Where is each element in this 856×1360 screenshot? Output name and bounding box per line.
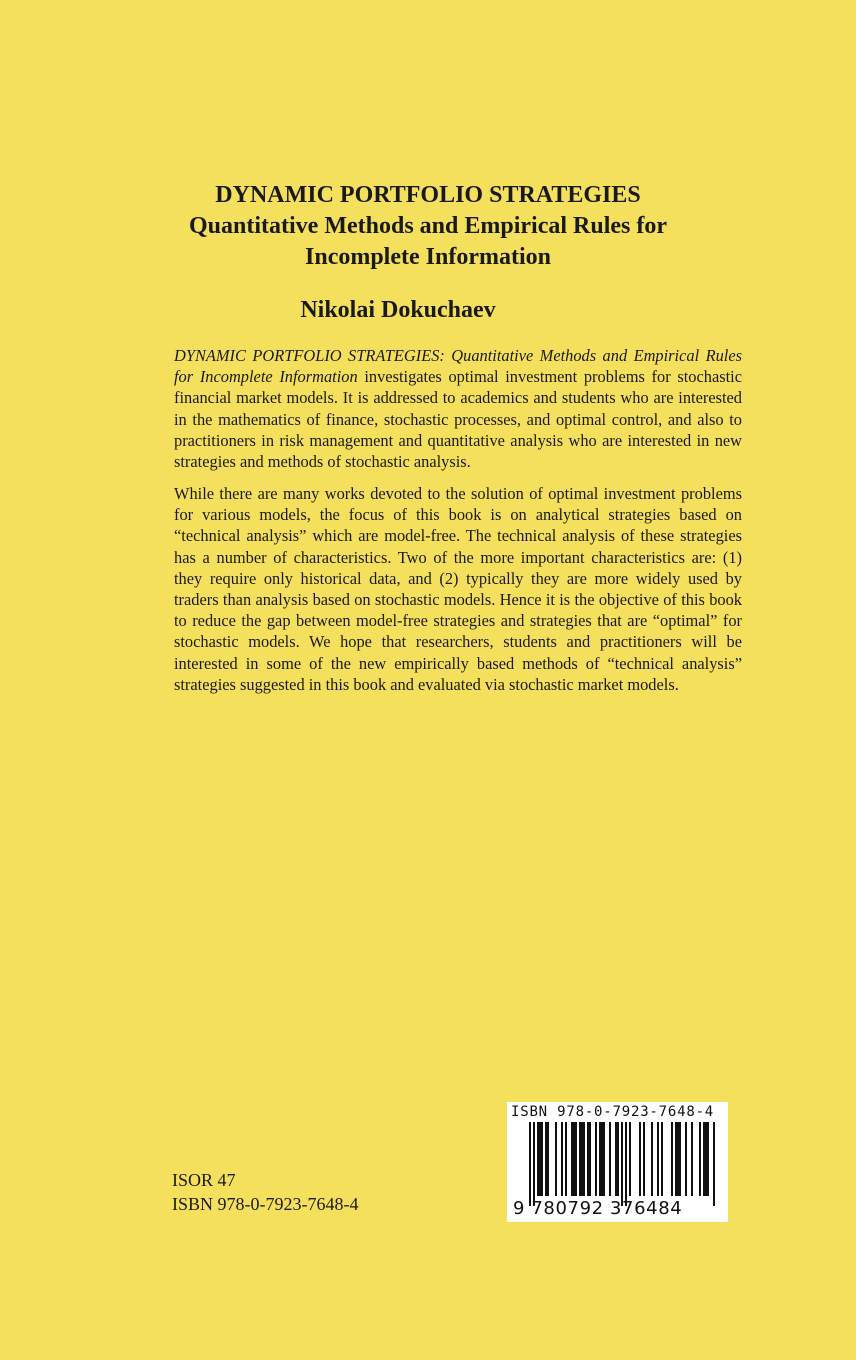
barcode-bar bbox=[699, 1122, 701, 1196]
series-info bbox=[172, 1168, 359, 1216]
barcode-bar bbox=[651, 1122, 653, 1196]
barcode-bar bbox=[537, 1122, 539, 1196]
book-subtitle-line-1: Quantitative Methods and Empirical Rules for bbox=[189, 213, 667, 239]
barcode-bar bbox=[575, 1122, 577, 1196]
barcode-bar bbox=[639, 1122, 641, 1196]
barcode-bar bbox=[587, 1122, 589, 1196]
barcode-bar bbox=[547, 1122, 549, 1196]
book-subtitle-line-2: Incomplete Information bbox=[305, 244, 551, 270]
barcode-bar bbox=[561, 1122, 563, 1196]
description-title-italic: DYNAMIC PORTFOLIO STRATEGIES: Quantitative Methods and Empirical Rules for Incomplete Information bbox=[174, 346, 742, 387]
barcode-guard-bar bbox=[621, 1122, 623, 1206]
barcode-bar bbox=[679, 1122, 681, 1196]
barcode-bar bbox=[601, 1122, 603, 1196]
barcode-bar bbox=[581, 1122, 583, 1196]
barcode-bar bbox=[595, 1122, 597, 1196]
barcode-bar bbox=[671, 1122, 673, 1196]
barcode-bar bbox=[579, 1122, 581, 1196]
barcode-guard-bar bbox=[713, 1122, 715, 1206]
description-paragraph-2: While there are many works devoted to the solution of optimal investment problems for various models, the focus of this book is on analytical strategies based on “technical analysis” which are model-free. The technical analysis of these strategies has a number of characteristics. Two of the more important characteristics are: (1) they require only historical data, and (2) typically they are more widely used by traders than analysis based on stochastic models. Hence it is the objective of this book to reduce the gap between model-free strategies and strategies that are “optimal” for stochastic models. We hope that researchers, students and practitioners will be interested in some of the new empirically based methods of “technical analysis” strategies suggested in this book and evaluated via stochastic market models. bbox=[174, 484, 742, 694]
barcode-icon bbox=[529, 1122, 717, 1206]
barcode-bar bbox=[599, 1122, 601, 1196]
barcode-bar bbox=[617, 1122, 619, 1196]
barcode-bar bbox=[571, 1122, 573, 1196]
barcode-bar bbox=[589, 1122, 591, 1196]
barcode-bar bbox=[541, 1122, 543, 1196]
isbn-text: ISBN 978-0-7923-7648-4 bbox=[172, 1194, 359, 1214]
barcode-bar bbox=[677, 1122, 679, 1196]
barcode-guard-bar bbox=[533, 1122, 535, 1206]
barcode-bar bbox=[661, 1122, 663, 1196]
barcode-bar bbox=[615, 1122, 617, 1196]
title-block bbox=[0, 180, 856, 273]
barcode-bar bbox=[555, 1122, 557, 1196]
description-paragraph-1-text: investigates optimal investment problems for stochastic financial market models. It is addressed to academics and students who are interested in the mathematics of finance, stochastic processes, and optimal control, and also to practitioners in risk management and quantitative analysis who are interested in new strategies and methods of stochastic analysis. bbox=[174, 367, 742, 472]
barcode-bar bbox=[583, 1122, 585, 1196]
barcode-bar bbox=[675, 1122, 677, 1196]
book-title: DYNAMIC PORTFOLIO STRATEGIES bbox=[215, 182, 641, 208]
author-name: Nikolai Dokuchaev bbox=[300, 297, 496, 323]
barcode-bar bbox=[545, 1122, 547, 1196]
barcode-bar bbox=[685, 1122, 687, 1196]
barcode-isbn-label: ISBN 978-0-7923-7648-4 bbox=[511, 1104, 715, 1120]
barcode-guard-bar bbox=[529, 1122, 531, 1206]
barcode-guard-bar bbox=[625, 1122, 627, 1206]
barcode-bar bbox=[603, 1122, 605, 1196]
barcode-bar bbox=[705, 1122, 707, 1196]
barcode-bar bbox=[707, 1122, 709, 1196]
barcode-bar bbox=[703, 1122, 705, 1196]
barcode-bar bbox=[539, 1122, 541, 1196]
barcode-bar bbox=[629, 1122, 631, 1196]
description-paragraph-1 bbox=[174, 345, 742, 472]
series-number: ISOR 47 bbox=[172, 1170, 236, 1190]
barcode-bar bbox=[565, 1122, 567, 1196]
barcode-bar bbox=[657, 1122, 659, 1196]
barcode-digits: 9 780792 376484 bbox=[513, 1198, 683, 1219]
barcode-bar bbox=[609, 1122, 611, 1196]
barcode-label bbox=[507, 1102, 728, 1222]
barcode-bar bbox=[573, 1122, 575, 1196]
barcode-bar bbox=[643, 1122, 645, 1196]
barcode-bar bbox=[691, 1122, 693, 1196]
